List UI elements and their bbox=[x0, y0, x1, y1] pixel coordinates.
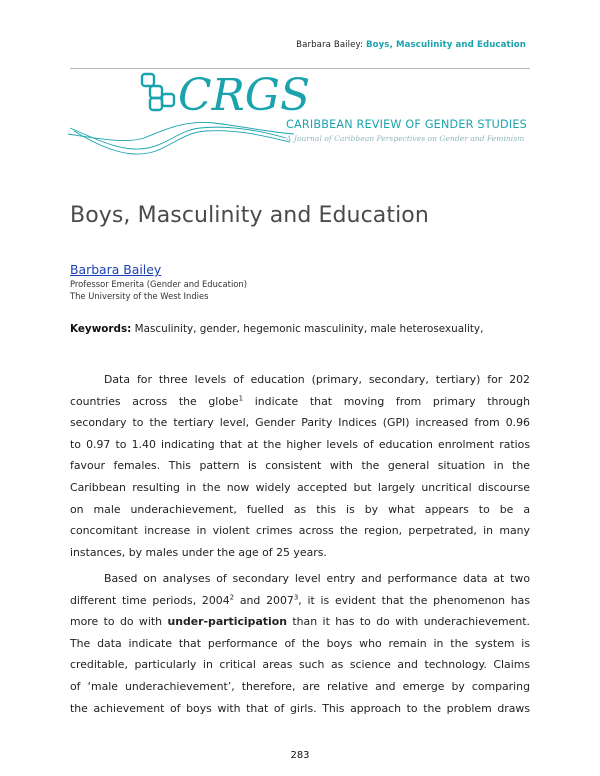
page-number: 283 bbox=[290, 750, 310, 761]
paragraph-1 bbox=[70, 369, 530, 563]
author-institution: The University of the West Indies bbox=[70, 291, 209, 301]
text-line: Data for three levels of education (primary, secondary, tertiary) for 202 bbox=[104, 373, 530, 386]
text-line: creditable, particularly in critical areas such as science and technology. Claims bbox=[70, 658, 530, 672]
logo-ring-icon bbox=[162, 94, 174, 106]
crgs-logo bbox=[68, 68, 318, 168]
running-head-title: Boys, Masculinity and Education bbox=[365, 40, 526, 50]
paper-title: Boys, Masculinity and Education bbox=[70, 203, 429, 228]
logo-ring-icon bbox=[142, 74, 154, 86]
paragraph-2 bbox=[70, 568, 530, 719]
author-affiliation: Professor Emerita (Gender and Education) bbox=[70, 279, 247, 289]
footnote-marker: 3 bbox=[293, 592, 299, 601]
text-line: Caribbean resulting in the now widely accepted but largely uncritical discourse bbox=[70, 480, 530, 494]
text-line: secondary to the tertiary level, Gender Parity Indices (GPI) increased from 0.96 bbox=[70, 416, 530, 430]
text-line: more to do with under-participation than it has to do with underachievement. bbox=[70, 615, 530, 629]
keywords-line bbox=[70, 323, 483, 335]
journal-name: CARIBBEAN REVIEW OF GENDER STUDIES bbox=[286, 118, 527, 131]
running-head bbox=[296, 40, 526, 50]
text-line: to 0.97 to 1.40 indicating that at the higher levels of education enrolment ratios bbox=[70, 437, 530, 451]
logo-ring-icon bbox=[150, 98, 162, 110]
keywords-label: Keywords: bbox=[70, 323, 132, 335]
text-line: The data indicate that performance of the boys who remain in the system is bbox=[70, 636, 530, 650]
text-line: Based on analyses of secondary level entry and performance data at two bbox=[104, 572, 530, 585]
text-line: countries across the globe$^1$ indicate that moving from primary through bbox=[70, 393, 530, 408]
logo-ring-icon bbox=[150, 86, 162, 98]
text-line: of ‘male underachievement’, therefore, are relative and emerge by comparing bbox=[70, 679, 530, 693]
text-line: instances, by males under the age of 25 years. bbox=[70, 545, 327, 559]
logo-swoosh-icon bbox=[74, 131, 290, 154]
text-line: favour females. This pattern is consistent with the general situation in the bbox=[70, 459, 530, 473]
running-head-author: Barbara Bailey: bbox=[296, 40, 364, 50]
logo-acronym: CRGS bbox=[178, 70, 311, 121]
text-line: on male underachievement, fuelled as this is by what appears to be a bbox=[70, 502, 530, 516]
keywords-list: Masculinity, gender, hegemonic masculinity, male heterosexuality, bbox=[134, 323, 484, 335]
emphasis-term: under-participation bbox=[167, 615, 287, 629]
journal-tagline: A Journal of Caribbean Perspectives on Gender and Feminism bbox=[286, 134, 525, 143]
text-line: different time periods, 2004$^2$ and 2007$^3$, it is evident that the phenomenon has bbox=[70, 592, 530, 607]
footnote-marker: 2 bbox=[229, 592, 235, 601]
author-link[interactable]: Barbara Bailey bbox=[70, 262, 162, 277]
text-line: the achievement of boys with that of girls. This approach to the problem draws bbox=[70, 701, 530, 715]
footnote-marker: 1 bbox=[238, 393, 244, 402]
text-line: concomitant increase in violent crimes across the region, perpetrated, in many bbox=[70, 524, 530, 538]
